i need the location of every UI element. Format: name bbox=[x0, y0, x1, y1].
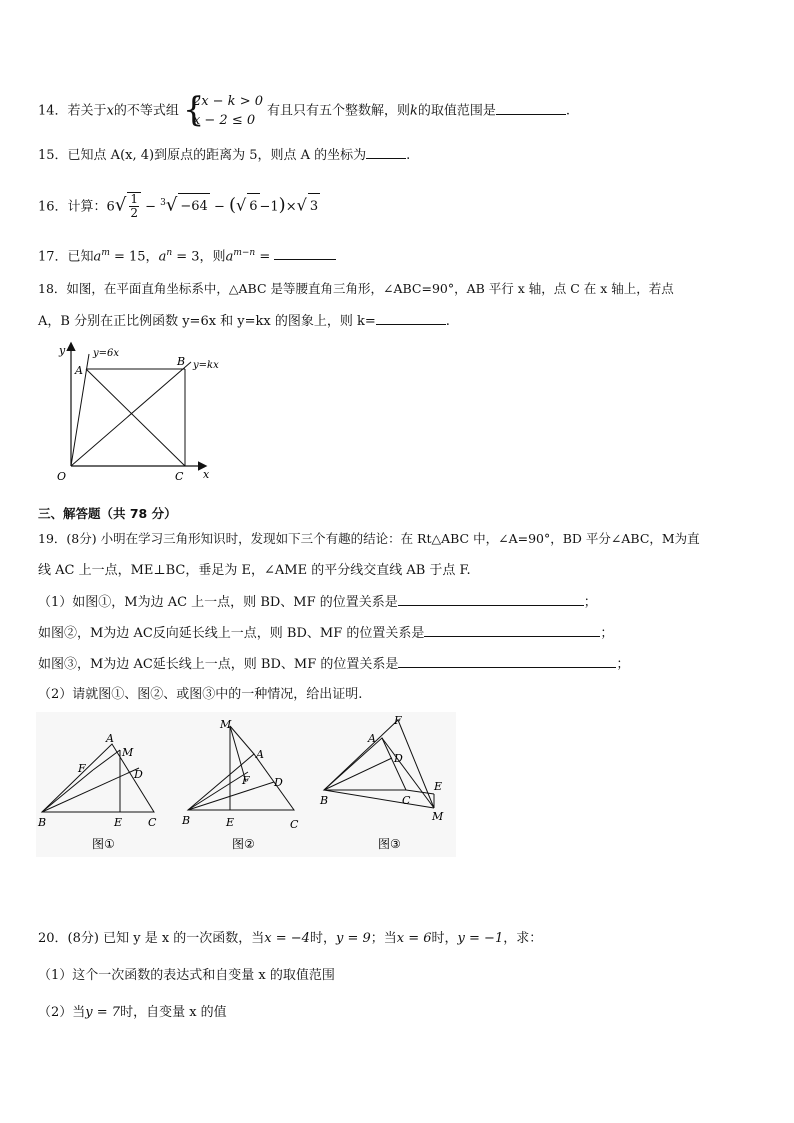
fig3-F: F bbox=[394, 714, 402, 727]
fig2-D: D bbox=[274, 776, 283, 789]
q20-cond4: y = −1 bbox=[457, 931, 504, 946]
sqrt-icon-3: √ bbox=[296, 195, 307, 215]
q16-pre: 16．计算： bbox=[38, 199, 107, 215]
fig1-E: E bbox=[114, 816, 123, 829]
fig1-M: M bbox=[122, 746, 134, 759]
question-19-part1b bbox=[38, 624, 613, 643]
q16-coef: 6 bbox=[106, 199, 115, 215]
cbrt-index: 3 bbox=[160, 198, 166, 208]
q20-t2: ；当 bbox=[370, 931, 397, 946]
semicolon-3: ； bbox=[616, 657, 630, 672]
eq1-base: a bbox=[93, 249, 102, 265]
fig2-M: M bbox=[220, 718, 232, 731]
q14-end: . bbox=[565, 103, 571, 119]
fig3-E: E bbox=[434, 780, 443, 793]
cbrt-radicand: −64 bbox=[178, 193, 209, 220]
answer-blank-14[interactable] bbox=[496, 102, 566, 115]
question-16 bbox=[38, 190, 320, 220]
question-19-line2: 线 AC 上一点，ME⊥BC，垂足为 E，∠AME 的平分线交直线 AB 于点 F. bbox=[38, 563, 471, 578]
cbrt-icon: √ bbox=[165, 194, 178, 216]
answer-blank-15[interactable] bbox=[366, 146, 406, 159]
label-C: C bbox=[175, 470, 184, 483]
fig2-F: F bbox=[242, 774, 250, 787]
q20-cond2: y = 9 bbox=[335, 931, 371, 946]
q14-pre: 若关于 bbox=[67, 103, 107, 119]
question-18-line2 bbox=[38, 312, 450, 331]
question-17 bbox=[38, 244, 336, 266]
semicolon-2: ； bbox=[600, 626, 614, 641]
paren-open: ( bbox=[228, 194, 237, 216]
label-ykx: y=kx bbox=[193, 360, 219, 371]
sqrt6-radicand: 6 bbox=[247, 193, 259, 220]
q20-t1: 时， bbox=[309, 931, 336, 946]
brace-symbol: { bbox=[182, 90, 205, 130]
minus-sign-2: − bbox=[213, 199, 225, 215]
fig3-A: A bbox=[368, 732, 376, 745]
eq3-exp: m−n bbox=[233, 248, 256, 258]
sqrt-icon-2: √ bbox=[236, 195, 247, 215]
fig3-B: B bbox=[320, 794, 329, 807]
q20-cond3: x = 6 bbox=[396, 931, 432, 946]
q14-number: 14． bbox=[38, 103, 68, 119]
label-A: A bbox=[75, 364, 83, 377]
question-19-line1: 19．(8分) 小明在学习三角形知识时，发现如下三个有趣的结论：在 Rt△ABC 中，∠A=90°，BD 平分∠ABC，M为直 bbox=[38, 531, 700, 546]
part1c-text: 如图③，M为边 AC延长线上一点，则 BD、MF 的位置关系是 bbox=[38, 657, 399, 672]
q14-mid: 的不等式组 bbox=[113, 103, 179, 119]
question-19-part1a bbox=[38, 593, 597, 612]
label-O: O bbox=[57, 470, 67, 483]
fig1-D: D bbox=[134, 768, 143, 781]
q18-end: . bbox=[445, 314, 450, 329]
minus-sign: − bbox=[145, 199, 156, 215]
eq2-rhs: = 3，则 bbox=[172, 249, 226, 265]
question-20 bbox=[38, 930, 542, 948]
eq1-exp: m bbox=[101, 248, 110, 258]
fig2-A: A bbox=[256, 748, 264, 761]
label-y: y bbox=[59, 344, 66, 357]
fraction-numerator: 1 bbox=[130, 192, 138, 207]
q14-var-x: x bbox=[106, 103, 114, 119]
q20-cond1: x = −4 bbox=[264, 931, 310, 946]
question-19-part1c bbox=[38, 655, 629, 674]
fraction-denominator: 2 bbox=[130, 206, 138, 221]
q15-end: . bbox=[406, 148, 411, 163]
answer-blank-19c[interactable] bbox=[398, 655, 616, 668]
q18-line2-text: A，B 分别在正比例函数 y=6x 和 y=kx 的图象上，则 k= bbox=[38, 314, 376, 329]
label-x: x bbox=[203, 468, 210, 481]
q20-t3: 时， bbox=[431, 931, 458, 946]
answer-blank-18[interactable] bbox=[376, 312, 446, 325]
caption-fig1: 图① bbox=[92, 837, 115, 851]
q20-part2-cond: y = 7 bbox=[85, 1005, 121, 1020]
eq2-exp: n bbox=[166, 248, 173, 258]
fig1-B: B bbox=[38, 816, 47, 829]
sqrt-icon: √ bbox=[114, 194, 127, 216]
q15-text: 15．已知点 A(x, 4)到原点的距离为 5，则点 A 的坐标为 bbox=[38, 148, 367, 163]
part1a-text: （1）如图①，M为边 AC 上一点，则 BD、MF 的位置关系是 bbox=[38, 595, 398, 610]
fig3-C: C bbox=[402, 794, 411, 807]
fig1-C: C bbox=[148, 816, 157, 829]
part1b-text: 如图②，M为边 AC反向延长线上一点，则 BD、MF 的位置关系是 bbox=[38, 626, 425, 641]
eq1-rhs: = 15， bbox=[109, 249, 159, 265]
caption-fig3: 图③ bbox=[378, 837, 401, 851]
eq2-base: a bbox=[158, 249, 167, 265]
fig1-F: F bbox=[78, 762, 86, 775]
label-y6x: y=6x bbox=[93, 348, 120, 359]
q20-part2-post: 时，自变量 x 的值 bbox=[120, 1005, 227, 1020]
answer-blank-17[interactable] bbox=[274, 247, 336, 260]
question-19-part2: （2）请就图①、图②、或图③中的一种情况，给出证明. bbox=[38, 687, 363, 702]
q20-pre: 20．(8分) 已知 y 是 x 的一次函数，当 bbox=[38, 931, 265, 946]
paren-close: ) bbox=[278, 194, 286, 216]
eq3-rhs: = bbox=[255, 249, 275, 265]
eq3-base: a bbox=[225, 249, 234, 265]
fraction bbox=[129, 193, 139, 220]
times-sign: × bbox=[285, 199, 297, 215]
fig2-B: B bbox=[182, 814, 191, 827]
q17-pre: 17．已知 bbox=[38, 249, 94, 265]
question-20-part1: （1）这个一次函数的表达式和自变量 x 的取值范围 bbox=[38, 968, 335, 983]
caption-fig2: 图② bbox=[232, 837, 255, 851]
line-ykx bbox=[71, 362, 191, 466]
q14-post: 有且只有五个整数解，则 bbox=[267, 103, 411, 119]
answer-blank-19b[interactable] bbox=[424, 624, 600, 637]
q20-part2-pre: （2）当 bbox=[38, 1005, 86, 1020]
figure-19 bbox=[36, 712, 456, 857]
fig3-M: M bbox=[432, 810, 444, 823]
answer-blank-19a[interactable] bbox=[398, 593, 584, 606]
section-title: 三、解答题（共 78 分） bbox=[38, 506, 177, 521]
figure-18 bbox=[45, 340, 225, 485]
semicolon-1: ； bbox=[583, 595, 597, 610]
segment-ac bbox=[86, 369, 185, 466]
q20-t4: ，求： bbox=[503, 931, 543, 946]
question-15 bbox=[38, 146, 410, 165]
fig3-D: D bbox=[394, 752, 403, 765]
inequality-system bbox=[183, 92, 263, 130]
minus-one: −1 bbox=[259, 199, 279, 215]
q14-tail: 的取值范围是 bbox=[417, 103, 496, 119]
question-18-line1: 18．如图，在平面直角坐标系中，△ABC 是等腰直角三角形，∠ABC=90°，AB 平行 x 轴，点 C 在 x 轴上，若点 bbox=[38, 281, 674, 296]
radicand-fraction bbox=[127, 192, 141, 220]
fig2-E: E bbox=[226, 816, 235, 829]
sqrt3-radicand: 3 bbox=[308, 193, 320, 220]
label-B: B bbox=[177, 355, 186, 368]
inequality-1: 2x − k > 0 bbox=[192, 94, 263, 109]
question-20-part2 bbox=[38, 1004, 227, 1022]
question-14 bbox=[38, 92, 570, 130]
fig1-A: A bbox=[106, 732, 114, 745]
fig2-C: C bbox=[290, 818, 299, 831]
q14-var-k: k bbox=[410, 103, 418, 119]
inequality-2: x − 2 ≤ 0 bbox=[192, 113, 256, 128]
